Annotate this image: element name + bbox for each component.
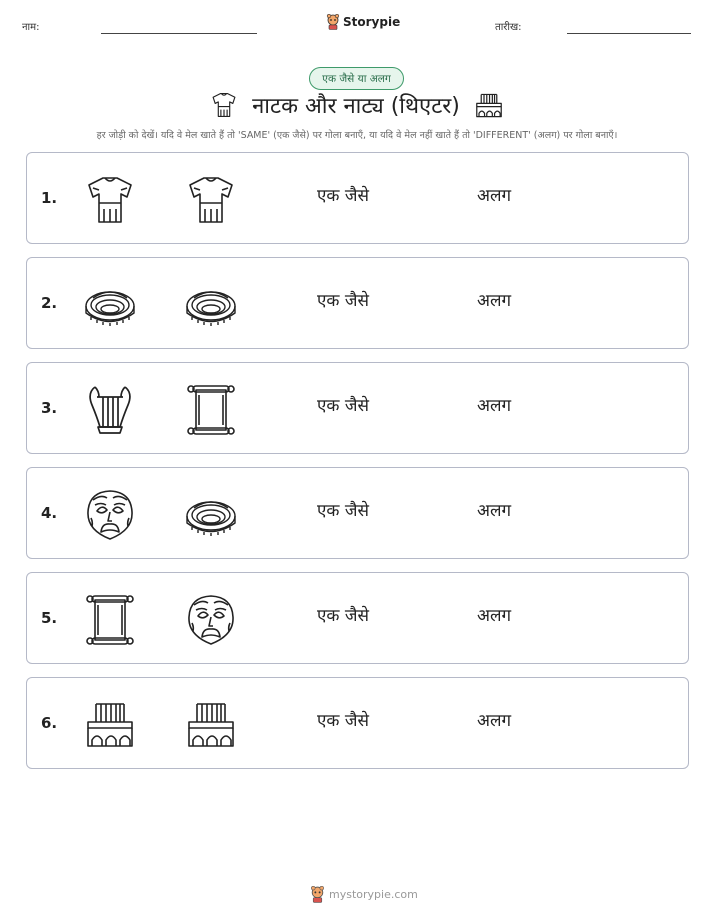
option-different[interactable]: अलग <box>477 606 512 626</box>
amphitheater-icon <box>184 278 238 332</box>
tunic-icon <box>83 173 137 227</box>
brand-logo <box>326 14 400 30</box>
bench-icon <box>184 698 238 752</box>
worksheet-type-badge: एक जैसे या अलग <box>309 67 404 90</box>
pair-number: 3. <box>41 399 58 417</box>
pair-number: 1. <box>41 189 58 207</box>
option-different[interactable]: अलग <box>477 711 512 731</box>
option-same[interactable]: एक जैसे <box>317 396 369 416</box>
instructions: हर जोड़ी को देखें। यदि वे मेल खाते हैं तो 'SAME' (एक जैसे) पर गोला बनाएँ, या यदि वे मेल नहीं खाते हैं तो 'DIFFERENT' (अलग) पर गोला बनाएँ। <box>96 130 618 141</box>
scroll-icon <box>83 593 137 647</box>
option-same[interactable]: एक जैसे <box>317 501 369 521</box>
option-same[interactable]: एक जैसे <box>317 186 369 206</box>
pair-row-5 <box>26 572 689 664</box>
footer-url: mystorypie.com <box>329 888 418 901</box>
storypie-mascot-icon <box>310 886 325 903</box>
bench-icon <box>474 90 504 120</box>
tunic-icon <box>184 173 238 227</box>
amphitheater-icon <box>83 278 137 332</box>
pair-number: 2. <box>41 294 58 312</box>
amphitheater-icon <box>184 488 238 542</box>
page-title: नाटक और नाट्य (थिएटर) <box>252 94 460 119</box>
option-different[interactable]: अलग <box>477 186 512 206</box>
option-different[interactable]: अलग <box>477 396 512 416</box>
storypie-mascot-icon <box>326 14 340 30</box>
pair-row-4 <box>26 467 689 559</box>
tunic-icon <box>210 91 238 119</box>
lyre-icon <box>83 383 137 437</box>
pair-row-2 <box>26 257 689 349</box>
option-same[interactable]: एक जैसे <box>317 711 369 731</box>
pair-number: 6. <box>41 714 58 732</box>
scroll-icon <box>184 383 238 437</box>
brand-name: Storypie <box>343 15 401 29</box>
option-same[interactable]: एक जैसे <box>317 291 369 311</box>
date-line <box>567 33 691 34</box>
option-different[interactable]: अलग <box>477 501 512 521</box>
pair-number: 5. <box>41 609 58 627</box>
pair-number: 4. <box>41 504 58 522</box>
option-same[interactable]: एक जैसे <box>317 606 369 626</box>
name-line <box>101 33 257 34</box>
option-different[interactable]: अलग <box>477 291 512 311</box>
footer <box>310 886 418 903</box>
pair-row-6 <box>26 677 689 769</box>
bench-icon <box>83 698 137 752</box>
title-row <box>0 90 714 120</box>
tragedy-mask-icon <box>184 593 238 647</box>
pair-row-1 <box>26 152 689 244</box>
name-label: नाम: <box>22 22 40 33</box>
date-label: तारीख: <box>495 22 522 33</box>
pair-row-3 <box>26 362 689 454</box>
tragedy-mask-icon <box>83 488 137 542</box>
